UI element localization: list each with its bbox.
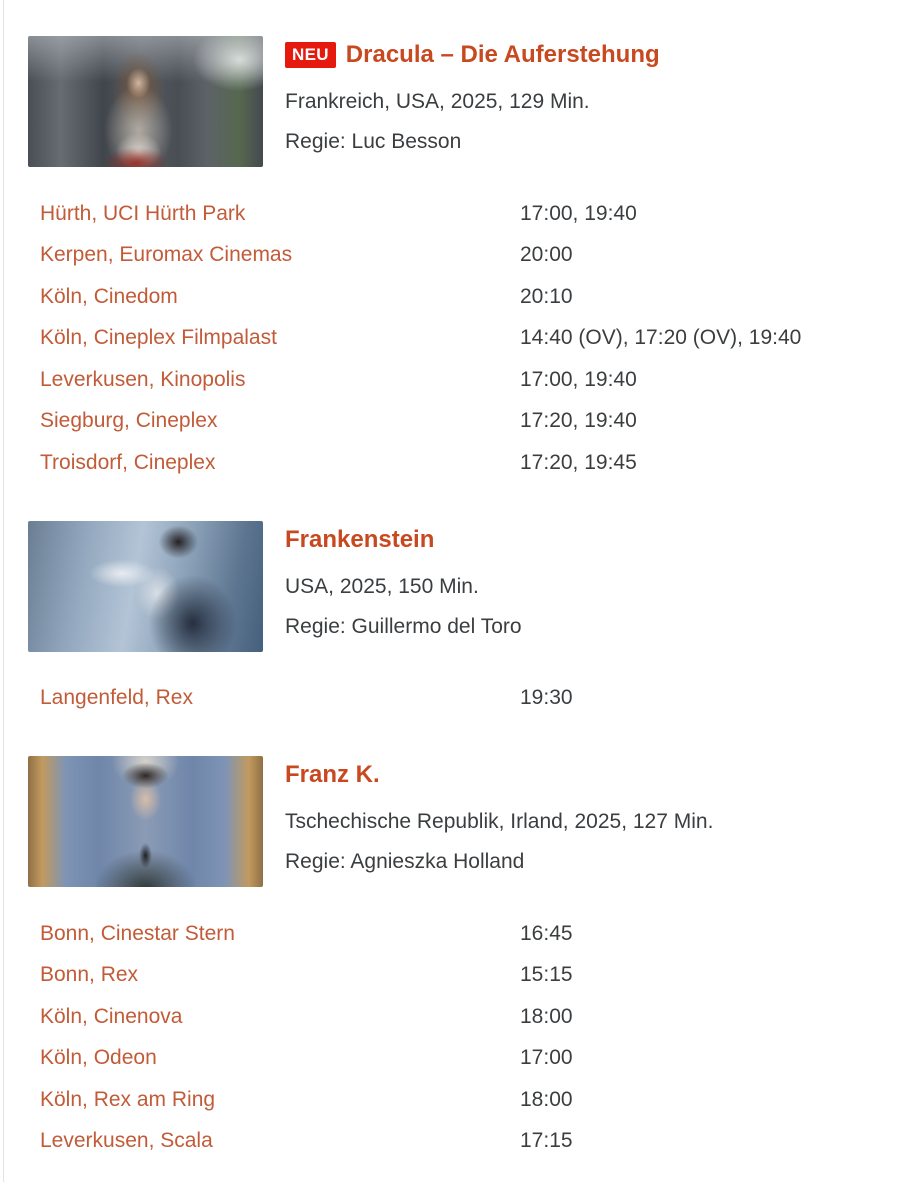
movie-meta xyxy=(285,802,713,882)
showtime-row xyxy=(28,401,908,443)
movie-meta-countries: Frankreich, USA, 2025, 129 Min. xyxy=(285,90,590,113)
movie-title-row xyxy=(285,526,522,554)
movie-meta xyxy=(285,567,522,647)
movie-header xyxy=(28,756,908,887)
cinema-link[interactable]: Langenfeld, Rex xyxy=(40,686,193,710)
showtime-row xyxy=(28,1079,908,1121)
showtime-times: 19:30 xyxy=(520,686,573,710)
movie-meta xyxy=(285,82,660,162)
cinema-link[interactable]: Siegburg, Cineplex xyxy=(40,409,218,433)
showtimes-list xyxy=(28,193,908,484)
showtime-row xyxy=(28,235,908,277)
showtime-times: 18:00 xyxy=(520,1004,573,1028)
cinema-link[interactable]: Troisdorf, Cineplex xyxy=(40,450,216,474)
showtime-row xyxy=(28,913,908,955)
page-left-divider xyxy=(3,0,4,1182)
movie-info xyxy=(285,756,713,882)
showtime-row xyxy=(28,193,908,235)
showtimes-list xyxy=(28,913,908,1162)
showtime-row xyxy=(28,442,908,484)
movie-header xyxy=(28,521,908,652)
showtime-times: 20:10 xyxy=(520,284,573,308)
cinema-link[interactable]: Köln, Rex am Ring xyxy=(40,1087,216,1111)
showtime-times: 20:00 xyxy=(520,243,573,267)
movie-thumbnail[interactable] xyxy=(28,36,263,167)
movie-title-link[interactable]: Franz K. xyxy=(285,761,380,788)
cinema-link[interactable]: Leverkusen, Scala xyxy=(40,1129,213,1153)
showtime-times: 17:00, 19:40 xyxy=(520,367,637,391)
movie-info xyxy=(285,36,660,162)
showtime-times: 14:40 (OV), 17:20 (OV), 19:40 xyxy=(520,326,802,350)
movie-title-link[interactable]: Frankenstein xyxy=(285,525,435,553)
showtime-row xyxy=(28,955,908,997)
movie-meta-countries: Tschechische Republik, Irland, 2025, 127 Min. xyxy=(285,810,714,833)
showtime-times: 15:15 xyxy=(520,963,573,987)
movie-meta-director: Regie: Guillermo del Toro xyxy=(285,614,522,638)
showtime-row xyxy=(28,276,908,318)
movie-meta-countries: USA, 2025, 150 Min. xyxy=(285,574,479,598)
cinema-link[interactable]: Köln, Cineplex Filmpalast xyxy=(40,326,277,350)
movie-meta-director: Regie: Agnieszka Holland xyxy=(285,850,525,873)
movie-section-frankenstein xyxy=(28,521,908,720)
cinema-link[interactable]: Leverkusen, Kinopolis xyxy=(40,367,246,391)
showtime-row xyxy=(28,996,908,1038)
cinema-link[interactable]: Bonn, Cinestar Stern xyxy=(40,921,235,945)
movie-section-franz-k xyxy=(28,756,908,1162)
movie-info xyxy=(285,521,522,647)
showtime-times: 18:00 xyxy=(520,1087,573,1111)
showtime-times: 17:00, 19:40 xyxy=(520,201,637,225)
cinema-link[interactable]: Köln, Cinenova xyxy=(40,1004,183,1028)
showtime-times: 17:20, 19:45 xyxy=(520,450,637,474)
showtime-row xyxy=(28,1121,908,1163)
movie-thumbnail[interactable] xyxy=(28,521,263,652)
showtime-times: 17:15 xyxy=(520,1129,573,1153)
showtimes-list xyxy=(28,678,908,720)
showtime-times: 16:45 xyxy=(520,921,573,945)
showtime-row xyxy=(28,318,908,360)
movie-thumbnail[interactable] xyxy=(28,756,263,887)
movie-meta-director: Regie: Luc Besson xyxy=(285,130,462,153)
cinema-link[interactable]: Köln, Odeon xyxy=(40,1046,157,1070)
showtime-times: 17:00 xyxy=(520,1046,573,1070)
movie-header xyxy=(28,36,908,167)
showtime-row xyxy=(28,359,908,401)
cinema-link[interactable]: Köln, Cinedom xyxy=(40,284,178,308)
movie-title-link[interactable]: Dracula – Die Auferstehung xyxy=(345,41,660,68)
new-badge: NEU xyxy=(285,42,336,68)
movie-title-row xyxy=(285,41,660,69)
showtime-row xyxy=(28,1038,908,1080)
cinema-link[interactable]: Bonn, Rex xyxy=(40,963,139,987)
cinema-link[interactable]: Kerpen, Euromax Cinemas xyxy=(40,243,293,267)
movie-section-dracula xyxy=(28,36,908,484)
movie-title-row xyxy=(285,761,713,789)
showtime-row xyxy=(28,678,908,720)
showtime-times: 17:20, 19:40 xyxy=(520,409,637,433)
cinema-link[interactable]: Hürth, UCI Hürth Park xyxy=(40,201,246,225)
